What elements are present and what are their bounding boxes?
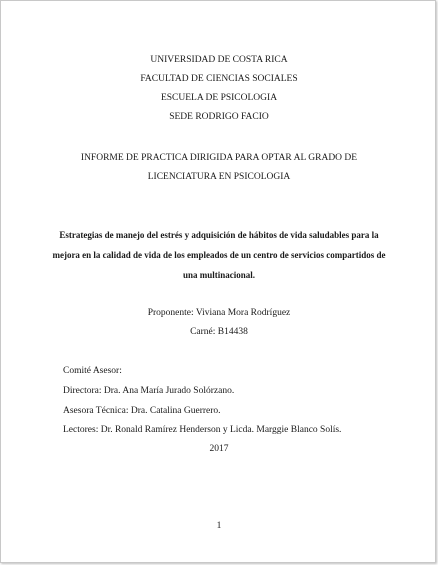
thesis-title-line-2: mejora en la calidad de vida de los empleados de un centro de servicios compartidos de	[52, 250, 386, 260]
committee-technical-advisor: Asesora Técnica: Dra. Catalina Guerrero.	[63, 406, 221, 416]
committee-heading: Comité Asesor:	[63, 366, 122, 376]
proponent: Proponente: Viviana Mora Rodríguez	[147, 308, 291, 318]
university-name: UNIVERSIDAD DE COSTA RICA	[150, 55, 288, 65]
school-name: ESCUELA DE PSICOLOGIA	[160, 93, 278, 103]
campus-name: SEDE RODRIGO FACIO	[169, 112, 269, 122]
thesis-title-line-1: Estrategias de manejo del estrés y adquisición de hábitos de vida saludables para la	[59, 230, 379, 240]
student-id: Carné: B14438	[190, 327, 248, 337]
report-type-line-1: INFORME DE PRACTICA DIRIGIDA PARA OPTAR AL GRADO DE	[80, 153, 358, 163]
year: 2017	[209, 444, 229, 454]
committee-readers: Lectores: Dr. Ronald Ramírez Henderson y Licda. Marggie Blanco Solís.	[63, 425, 342, 435]
thesis-title-line-3: una multinacional.	[182, 270, 256, 280]
report-type-line-2: LICENCIATURA EN PSICOLOGIA	[147, 172, 291, 182]
committee-director: Directora: Dra. Ana María Jurado Solórzano.	[63, 386, 235, 396]
faculty-name: FACULTAD DE CIENCIAS SOCIALES	[140, 74, 298, 84]
page-number: 1	[216, 521, 222, 531]
